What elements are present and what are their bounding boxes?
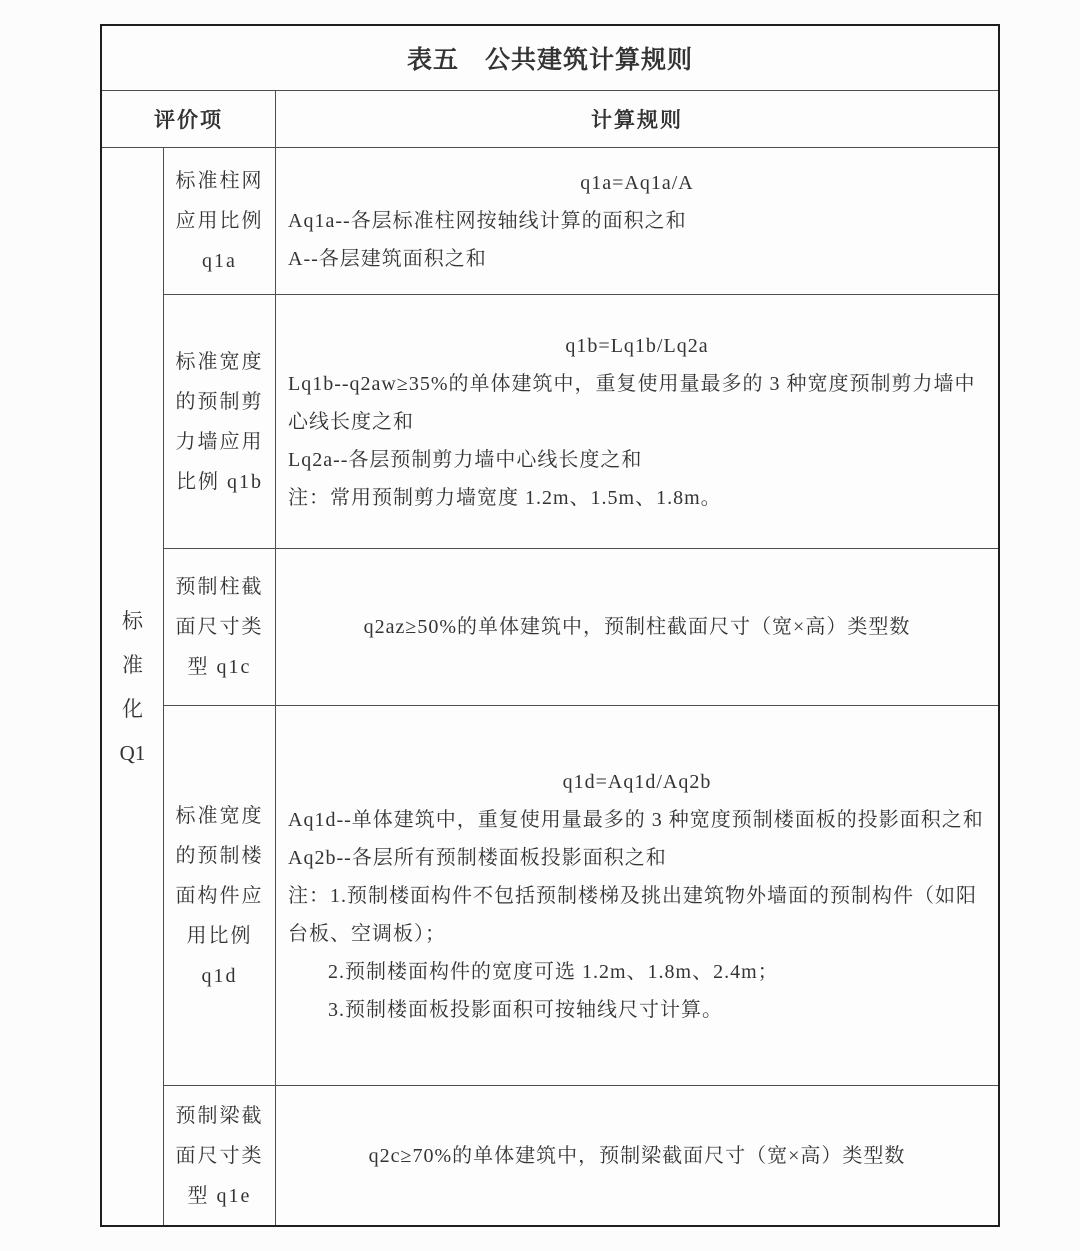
public-building-calculation-rules-table bbox=[100, 24, 1000, 1227]
item-line: 标准宽度 bbox=[175, 350, 264, 373]
category-char: Q1 bbox=[119, 740, 146, 765]
rule-line: Aq2b--各层所有预制楼面板投影面积之和 bbox=[288, 846, 667, 869]
rule-note-line: 注：常用预制剪力墙宽度 1.2m、1.5m、1.8m。 bbox=[288, 486, 722, 509]
rule-formula: q1b=Lq1b/Lq2a bbox=[565, 334, 709, 357]
rule-line: Aq1d--单体建筑中，重复使用量最多的 3 种宽度预制楼面板的投影面积之和 bbox=[288, 808, 984, 831]
header-evaluation-item: 评价项 bbox=[102, 91, 276, 148]
category-char: 化 bbox=[122, 696, 143, 721]
category-standardization-q1 bbox=[102, 148, 164, 1225]
rules-cell-q1e bbox=[276, 1086, 998, 1225]
item-line: q1d bbox=[201, 964, 238, 987]
rule-formula: q1d=Aq1d/Aq2b bbox=[562, 770, 712, 793]
rule-line: Lq2a--各层预制剪力墙中心线长度之和 bbox=[288, 448, 643, 471]
item-line: q1a bbox=[202, 250, 237, 272]
rule-note-line: 2.预制楼面构件的宽度可选 1.2m、1.8m、2.4m； bbox=[328, 960, 779, 983]
item-line: 标准宽度 bbox=[175, 804, 264, 827]
rule-note-line: 3.预制楼面板投影面积可按轴线尺寸计算。 bbox=[328, 998, 723, 1021]
rule-line: Lq1b--q2aw≥35%的单体建筑中，重复使用量最多的 3 种宽度预制剪力墙中心线长度之和 bbox=[288, 372, 976, 433]
item-line: 力墙应用 bbox=[175, 430, 264, 453]
item-line: 标准柱网 bbox=[175, 170, 264, 192]
item-line: 的预制剪 bbox=[175, 390, 264, 413]
item-line: 应用比例 bbox=[175, 210, 264, 232]
item-line: 型 q1e bbox=[187, 1184, 252, 1207]
item-cell-q1c bbox=[164, 549, 276, 706]
rule-line: q2c≥70%的单体建筑中，预制梁截面尺寸（宽×高）类型数 bbox=[368, 1144, 906, 1167]
item-line: 面尺寸类 bbox=[175, 1144, 264, 1167]
rules-cell-q1b bbox=[276, 295, 998, 549]
rules-cell-q1c bbox=[276, 549, 998, 706]
header-calculation-rule: 计算规则 bbox=[276, 91, 998, 148]
rule-line: q2az≥50%的单体建筑中，预制柱截面尺寸（宽×高）类型数 bbox=[363, 616, 911, 638]
table-title: 表五 公共建筑计算规则 bbox=[102, 26, 998, 91]
item-line: 型 q1c bbox=[187, 656, 252, 678]
item-line: 面尺寸类 bbox=[175, 616, 264, 638]
rules-cell-q1a bbox=[276, 148, 998, 295]
item-cell-q1e bbox=[164, 1086, 276, 1225]
rule-formula: q1a=Aq1a/A bbox=[580, 172, 694, 194]
item-cell-q1a bbox=[164, 148, 276, 295]
item-line: 面构件应 bbox=[175, 884, 264, 907]
rule-note-line: 注：1.预制楼面构件不包括预制楼梯及挑出建筑物外墙面的预制构件（如阳台板、空调板）； bbox=[288, 884, 977, 945]
item-line: 预制柱截 bbox=[175, 576, 264, 598]
item-line: 预制梁截 bbox=[175, 1104, 264, 1127]
category-char: 准 bbox=[122, 652, 143, 677]
rules-cell-q1d bbox=[276, 706, 998, 1086]
item-line: 用比例 bbox=[186, 924, 253, 947]
item-line: 比例 q1b bbox=[176, 470, 263, 493]
rule-line: Aq1a--各层标准柱网按轴线计算的面积之和 bbox=[288, 210, 687, 232]
item-line: 的预制楼 bbox=[175, 844, 264, 867]
item-cell-q1b bbox=[164, 295, 276, 549]
category-char: 标 bbox=[122, 608, 143, 633]
rule-line: A--各层建筑面积之和 bbox=[288, 248, 487, 270]
item-cell-q1d bbox=[164, 706, 276, 1086]
